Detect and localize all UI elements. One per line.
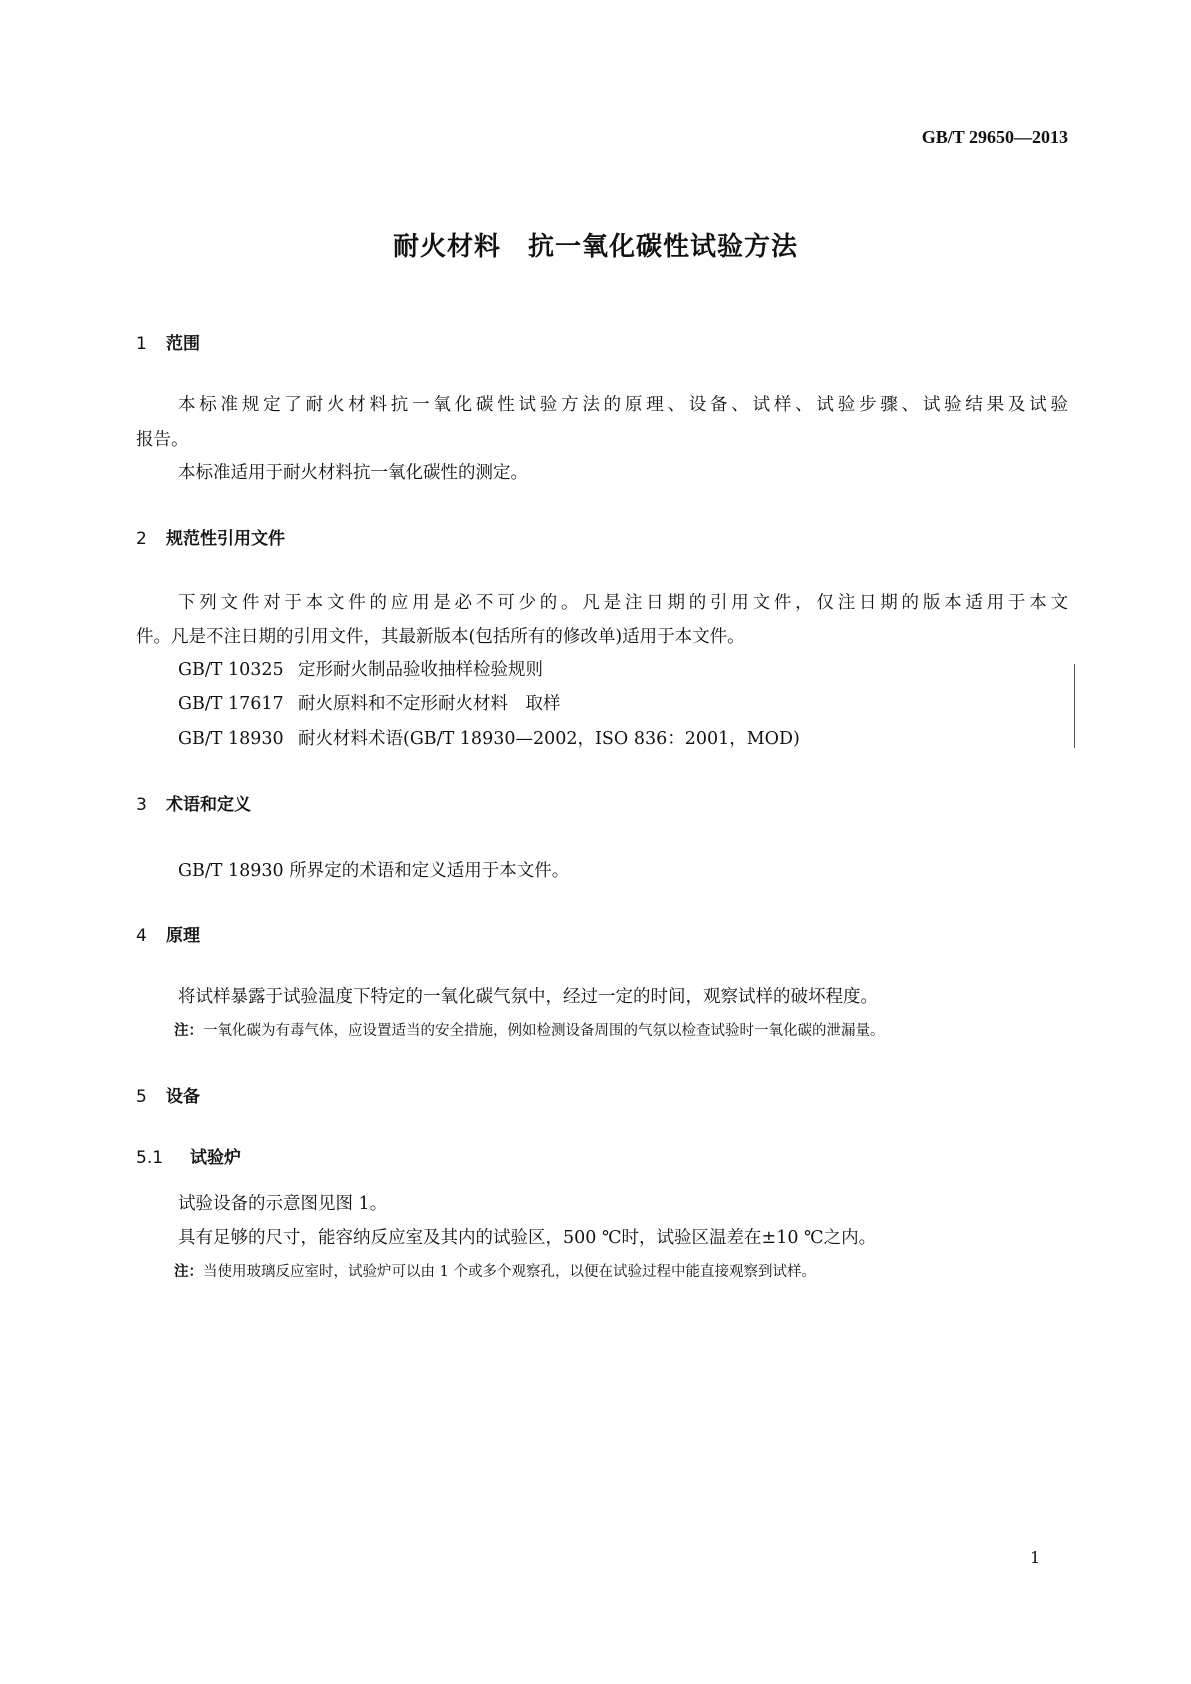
reference-code: GB/T 10325 xyxy=(178,660,284,680)
paragraph: 下列文件对于本文件的应用是必不可少的。凡是注日期的引用文件，仅注日期的版本适用于本文 xyxy=(178,593,1068,613)
note xyxy=(174,1265,816,1280)
reference-title: 耐火材料术语(GB/T 18930—2002，ISO 836：2001，MOD) xyxy=(298,729,800,749)
page-number: 1 xyxy=(1030,1548,1041,1567)
paragraph: 本标准适用于耐火材料抗一氧化碳性的测定。 xyxy=(178,463,528,483)
section-number: 5.1 xyxy=(136,1148,164,1168)
section-number: 2 xyxy=(136,529,147,549)
reference-code: GB/T 18930 xyxy=(178,729,284,749)
section-number: 4 xyxy=(136,926,147,946)
section-number: 1 xyxy=(136,334,147,354)
paragraph: 报告。 xyxy=(136,430,189,450)
note-label: 注： xyxy=(174,1264,203,1280)
note-text: 一氧化碳为有毒气体，应设置适当的安全措施，例如检测设备周围的气氛以检查试验时一氧化碳的泄漏量。 xyxy=(203,1023,885,1039)
note-text: 当使用玻璃反应室时，试验炉可以由 1 个或多个观察孔，以便在试验过程中能直接观察到试样。 xyxy=(203,1264,816,1280)
section-title: 术语和定义 xyxy=(166,795,251,815)
section-number: 3 xyxy=(136,795,147,815)
paragraph: 本标准规定了耐火材料抗一氧化碳性试验方法的原理、设备、试样、试验步骤、试验结果及试验 xyxy=(178,395,1068,415)
paragraph: 件。凡是不注日期的引用文件，其最新版本(包括所有的修改单)适用于本文件。 xyxy=(136,627,745,647)
change-bar xyxy=(1074,664,1075,748)
reference-code: GB/T 17617 xyxy=(178,694,284,714)
reference-item xyxy=(178,696,561,714)
section-title: 试验炉 xyxy=(190,1148,241,1168)
section-number: 5 xyxy=(136,1087,147,1107)
paragraph: 试验设备的示意图见图 1。 xyxy=(178,1194,388,1214)
section-1-heading xyxy=(136,336,200,353)
paragraph: GB/T 18930 所界定的术语和定义适用于本文件。 xyxy=(178,861,570,881)
section-2-heading xyxy=(136,531,285,548)
section-5-1-heading xyxy=(136,1150,241,1167)
section-title: 原理 xyxy=(166,926,200,946)
section-4-heading xyxy=(136,928,200,945)
section-title: 规范性引用文件 xyxy=(166,529,285,549)
section-3-heading xyxy=(136,797,251,814)
section-title: 范围 xyxy=(166,334,200,354)
reference-item xyxy=(178,662,543,680)
section-5-heading xyxy=(136,1089,200,1106)
document-title: 耐火材料 抗一氧化碳性试验方法 xyxy=(392,232,798,262)
paragraph: 具有足够的尺寸，能容纳反应室及其内的试验区，500 ℃时，试验区温差在±10 ℃之内。 xyxy=(178,1228,877,1248)
standard-number-header: GB/T 29650—2013 xyxy=(921,127,1068,147)
note xyxy=(174,1024,885,1039)
reference-item xyxy=(178,731,800,749)
reference-title: 定形耐火制品验收抽样检验规则 xyxy=(298,660,543,680)
note-label: 注： xyxy=(174,1023,203,1039)
section-title: 设备 xyxy=(166,1087,200,1107)
paragraph: 将试样暴露于试验温度下特定的一氧化碳气氛中，经过一定的时间，观察试样的破坏程度。 xyxy=(178,987,878,1007)
reference-title: 耐火原料和不定形耐火材料 取样 xyxy=(298,694,561,714)
